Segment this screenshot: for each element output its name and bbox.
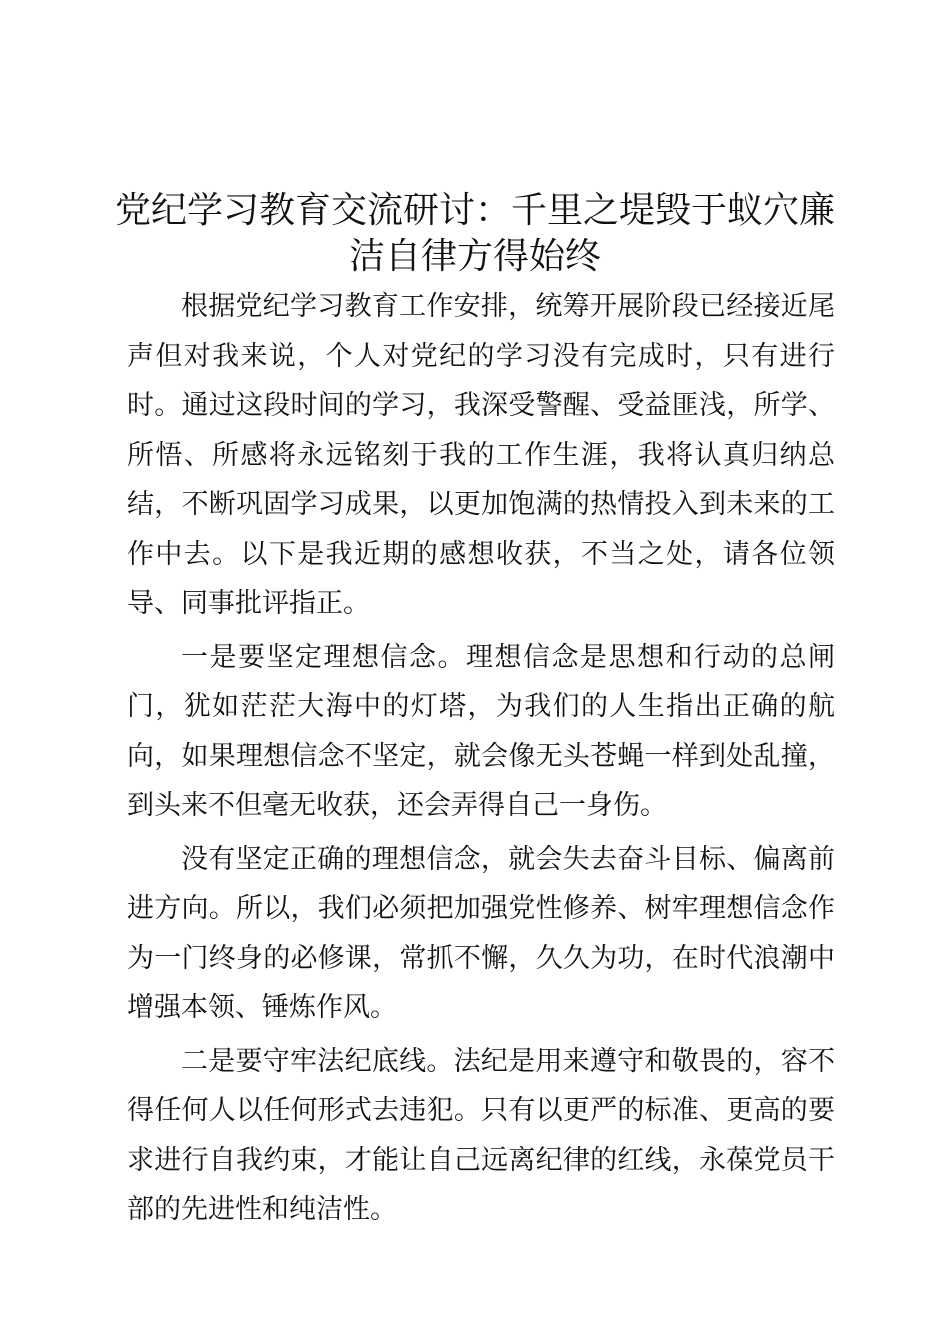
document-title-line-2: 洁自律方得始终	[348, 236, 601, 277]
paragraph-direction: 没有坚定正确的理想信念，就会失去奋斗目标、偏离前进方向。所以，我们必须把加强党性修养、树牢理想信念作为一门终身的必修课，常抓不懈，久久为功，在时代浪潮中增强本领、锤炼作风。	[127, 843, 835, 1023]
document-body	[127, 282, 835, 1239]
document-title-line-1: 党纪学习教育交流研讨：千里之堤毁于蚁穴廉	[114, 190, 835, 231]
paragraph-intro: 根据党纪学习教育工作安排，统筹开展阶段已经接近尾声但对我来说，个人对党纪的学习没有完成时，只有进行时。通过这段时间的学习，我深受警醒、受益匪浅，所学、所悟、所感将永远铭刻于我的工作生涯，我将认真归纳总结，不断巩固学习成果，以更加饱满的热情投入到未来的工作中去。以下是我近期的感想收获，不当之处，请各位领导、同事批评指正。	[127, 291, 835, 619]
paragraph-ideals: 一是要坚定理想信念。理想信念是思想和行动的总闸门，犹如茫茫大海中的灯塔，为我们的人生指出正确的航向，如果理想信念不坚定，就会像无头苍蝇一样到处乱撞，到头来不但毫无收获，还会弄得自己一身伤。	[127, 641, 835, 821]
paragraph-discipline: 二是要守牢法纪底线。法纪是用来遵守和敬畏的，容不得任何人以任何形式去违犯。只有以更严的标准、更高的要求进行自我约束，才能让自己远离纪律的红线，永葆党员干部的先进性和纯洁性。	[127, 1045, 835, 1225]
